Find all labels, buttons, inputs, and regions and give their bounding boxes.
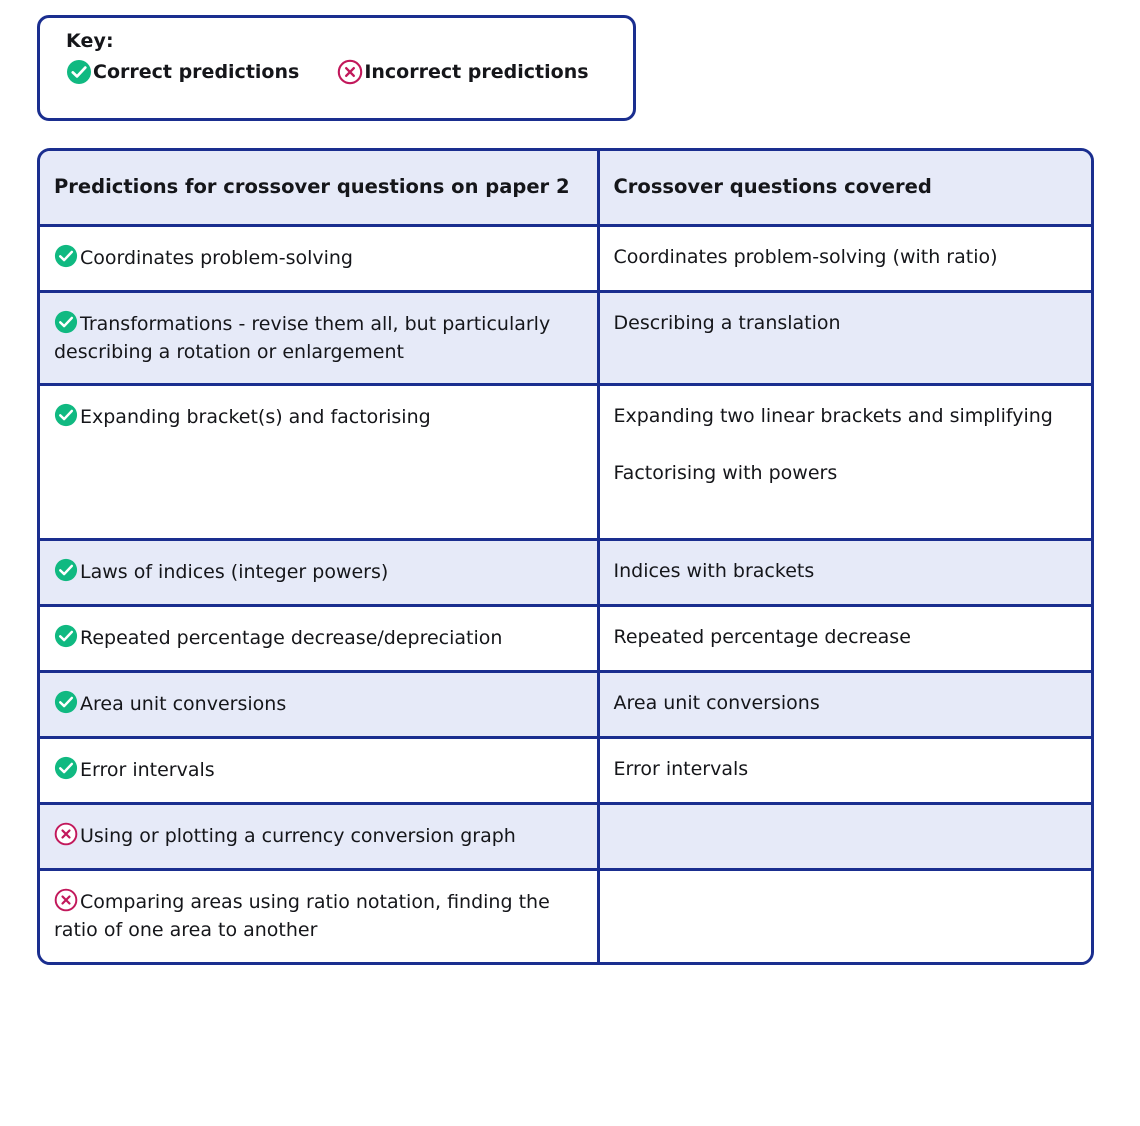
covered-text: Area unit conversions <box>613 692 820 715</box>
prediction-cell <box>40 540 598 606</box>
check-circle-icon <box>54 624 78 648</box>
table-row <box>40 738 1091 804</box>
prediction-cell <box>40 225 598 291</box>
key-items <box>66 59 633 85</box>
prediction-text: Repeated percentage decrease/depreciation <box>80 627 503 650</box>
covered-text: Describing a translation <box>613 311 841 334</box>
covered-cell <box>598 738 1091 804</box>
prediction-text: Coordinates problem-solving <box>80 246 353 269</box>
covered-text: Error intervals <box>613 758 749 781</box>
covered-cell <box>598 870 1091 962</box>
x-circle-icon <box>337 59 363 85</box>
table-row <box>40 291 1091 385</box>
table-body <box>40 225 1091 962</box>
covered-text: Expanding two linear brackets and simplifying <box>613 405 1053 428</box>
column-header-covered: Crossover questions covered <box>598 151 1091 225</box>
covered-text: Factorising with powers <box>613 462 838 485</box>
covered-cell <box>598 804 1091 870</box>
covered-cell <box>598 225 1091 291</box>
covered-cell <box>598 291 1091 385</box>
prediction-cell <box>40 606 598 672</box>
table-row <box>40 804 1091 870</box>
key-item-correct <box>66 59 299 85</box>
predictions-table-container <box>37 148 1094 965</box>
key-legend-box <box>37 15 636 121</box>
column-header-predictions: Predictions for crossover questions on paper 2 <box>40 151 598 225</box>
table-row <box>40 385 1091 540</box>
prediction-text: Laws of indices (integer powers) <box>80 561 389 584</box>
prediction-cell <box>40 870 598 962</box>
prediction-text: Using or plotting a currency conversion graph <box>80 825 516 848</box>
prediction-cell <box>40 385 598 540</box>
prediction-text: Expanding bracket(s) and factorising <box>80 406 431 429</box>
x-circle-icon <box>54 822 78 846</box>
covered-cell <box>598 672 1091 738</box>
prediction-cell <box>40 672 598 738</box>
covered-text: Indices with brackets <box>613 560 815 583</box>
prediction-text: Transformations - revise them all, but particularly describing a rotation or enlargement <box>54 312 551 363</box>
covered-text: Coordinates problem-solving (with ratio) <box>613 245 998 268</box>
key-item-incorrect <box>337 59 588 85</box>
prediction-text: Error intervals <box>80 759 215 782</box>
check-circle-icon <box>54 310 78 334</box>
covered-cell <box>598 606 1091 672</box>
table-row <box>40 672 1091 738</box>
key-title: Key: <box>66 30 114 52</box>
table-row <box>40 225 1091 291</box>
check-circle-icon <box>54 403 78 427</box>
covered-cell <box>598 540 1091 606</box>
check-circle-icon <box>54 690 78 714</box>
table-header-row <box>40 151 1091 225</box>
table-row <box>40 870 1091 962</box>
table-head <box>40 151 1091 225</box>
check-circle-icon <box>54 756 78 780</box>
table-row <box>40 540 1091 606</box>
x-circle-icon <box>54 888 78 912</box>
covered-text: Repeated percentage decrease <box>613 626 911 649</box>
check-circle-icon <box>54 244 78 268</box>
prediction-cell <box>40 804 598 870</box>
prediction-text: Area unit conversions <box>80 693 287 716</box>
key-label-correct: Correct predictions <box>93 60 300 83</box>
predictions-table <box>40 151 1091 962</box>
covered-cell <box>598 385 1091 540</box>
key-label-incorrect: Incorrect predictions <box>364 60 589 83</box>
check-circle-icon <box>54 558 78 582</box>
table-row <box>40 606 1091 672</box>
prediction-cell <box>40 291 598 385</box>
prediction-text: Comparing areas using ratio notation, finding the ratio of one area to another <box>54 891 550 941</box>
check-circle-icon <box>66 59 92 85</box>
prediction-cell <box>40 738 598 804</box>
